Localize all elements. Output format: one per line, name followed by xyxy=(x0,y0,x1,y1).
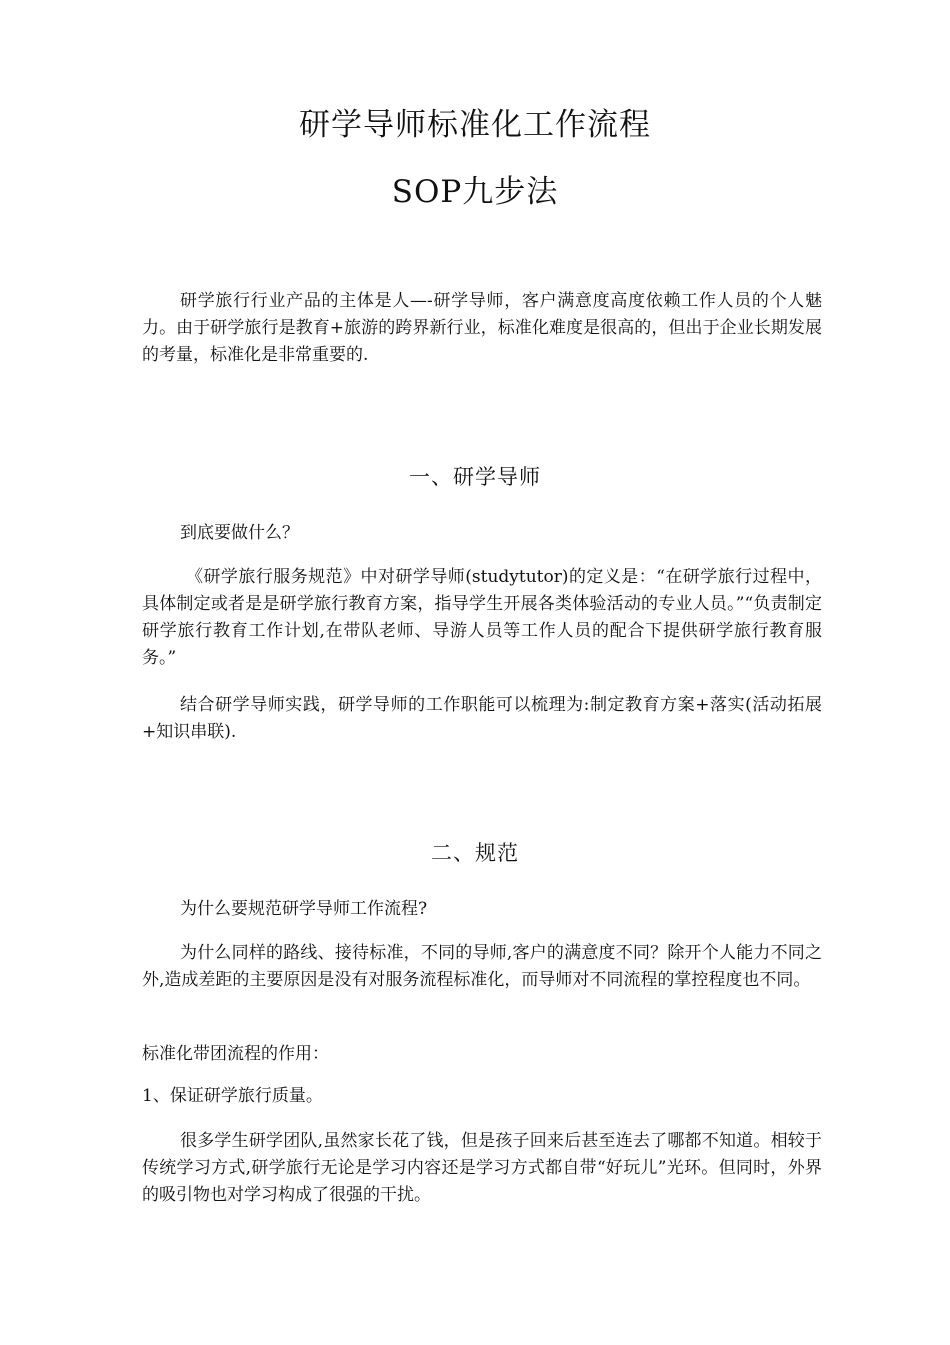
section1-duties-paragraph: 结合研学导师实践，研学导师的工作职能可以梳理为:制定教育方案+落实(活动拓展+知识串联). xyxy=(142,695,822,742)
section2-heading: 二、规范 xyxy=(431,841,519,865)
section1-definition-paragraph: 《研学旅行服务规范》中对研学导师(studytutor)的定义是：“在研学旅行过程中，具体制定或者是是研学旅行教育方案，指导学生开展各类体验活动的专业人员。”“负责制定研学旅行教育工作计划,在带队老师、导游人员等工作人员的配合下提供研学旅行教育服务。” xyxy=(142,567,822,668)
section2-reason-paragraph: 为什么同样的路线、接待标准，不同的导师,客户的满意度不同？除开个人能力不同之外,造成差距的主要原因是没有对服务流程标准化，而导师对不同流程的掌控程度也不同。 xyxy=(142,943,822,990)
section1-heading: 一、研学导师 xyxy=(409,465,541,489)
section2-item-1-detail: 很多学生研学团队,虽然家长花了钱，但是孩子回来后甚至连去了哪都不知道。相较于传统学习方式,研学旅行无论是学习内容还是学习方式都自带“好玩儿”光环。但同时，外界的吸引物也对学习构成了很强的干扰。 xyxy=(142,1131,822,1205)
document-title: 研学导师标准化工作流程 xyxy=(299,107,651,143)
document-subtitle: SOP九步法 xyxy=(391,174,559,210)
intro-paragraph: 研学旅行行业产品的主体是人—-研学导师，客户满意度高度依赖工作人员的个人魅力。由于研学旅行是教育+旅游的跨界新行业，标准化难度是很高的，但出于企业长期发展的考量，标准化是非常重要的. xyxy=(142,291,822,365)
section2-question: 为什么要规范研学导师工作流程? xyxy=(180,899,428,919)
section2-item-1: 1、保证研学旅行质量。 xyxy=(142,1086,323,1106)
section2-role-label: 标准化带团流程的作用： xyxy=(142,1044,329,1064)
section1-question: 到底要做什么？ xyxy=(180,523,299,543)
